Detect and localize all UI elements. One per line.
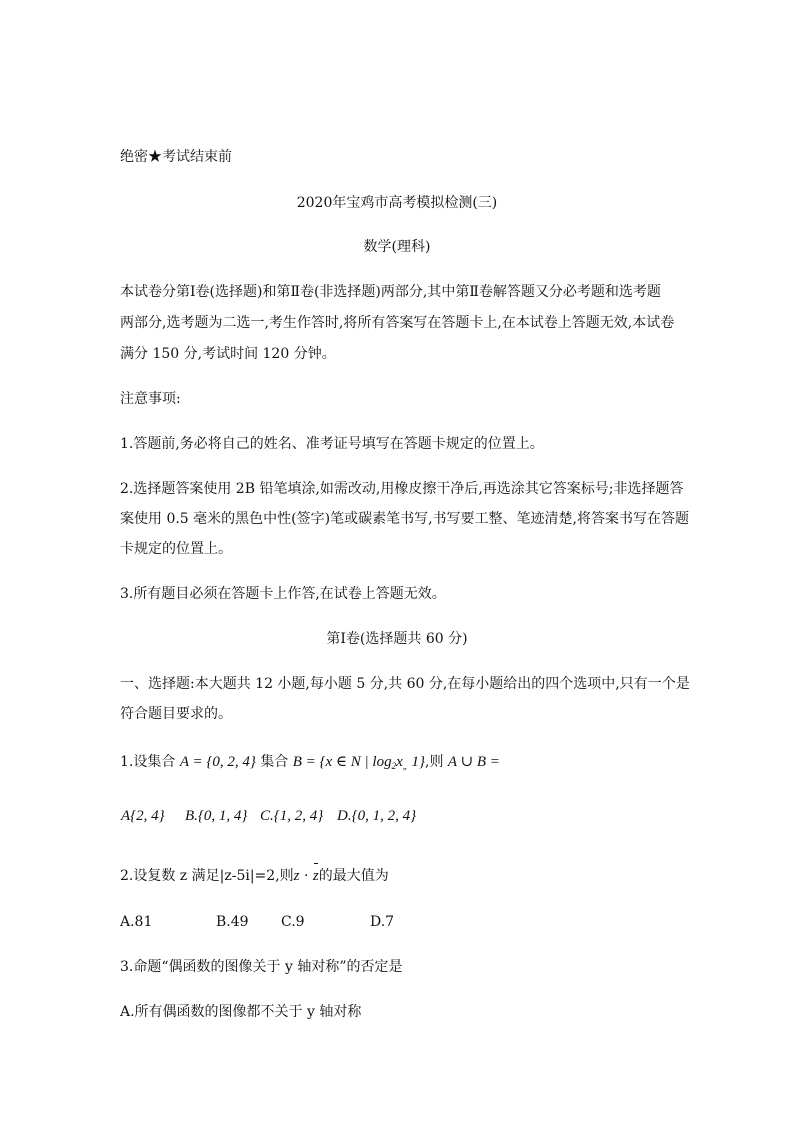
notice-item-3: 3.所有题目必须在答题卡上作答,在试卷上答题无效。 [120,586,446,602]
question-1-mid: 集合 [255,754,293,770]
question-3-stem: 3.命题“偶函数的图像关于 y 轴对称”的否定是 [120,959,403,975]
option-a: A{2, 4} [121,808,165,824]
question-1-prefix: 1.设集合 [120,754,180,770]
intro-line: 满分 150 分,考试时间 120 分钟。 [120,346,336,362]
notice-item-2-line: 2.选择题答案使用 2B 铅笔填涂,如需改动,用橡皮擦干净后,再选涂其它答案标号;非选择题答 [120,481,684,497]
part1-heading: 第Ⅰ卷(选择题共 60 分) [326,631,468,647]
z-symbol: z [293,868,300,884]
section-intro-line: 一、选择题:本大题共 12 小题,每小题 5 分,共 60 分,在每小题给出的四个选项中,只有一个是 [120,676,690,692]
log-base: 2 [391,761,397,771]
union-expression: A ∪ B = [447,754,500,770]
option-d: D.{0, 1, 2, 4} [337,808,417,824]
set-b-variable: x [396,754,403,770]
option-c: C.9 [281,914,305,930]
set-b-tail: 1} [407,754,426,770]
notice-item-2-line: 卡规定的位置上。 [120,541,232,557]
set-b-start: B = {x ∈ N | log [292,754,392,770]
notice-item-2-line: 案使用 0.5 毫米的黑色中性(签字)笔或碳素笔书写,书写要工整、笔迹清楚,将答案书写在答题 [120,511,689,527]
question-3-option-a: A.所有偶函数的图像都不关于 y 轴对称 [120,1004,362,1020]
subject-title: 数学(理科) [363,239,431,255]
confidential-label: 绝密★考试结束前 [120,149,232,165]
set-b-expression [293,754,425,770]
question-2-suffix: 的最大值为 [318,868,389,884]
question-2-stem [120,866,389,886]
question-1-stem [120,752,500,776]
set-a-expression: A = {0, 2, 4} [179,754,256,770]
intro-line: 两部分,选考题为二选一,考生作答时,将所有答案写在答题卡上,在本试卷上答题无效,本试卷 [120,315,675,331]
question-2-prefix: 2.设复数 z 满足|z-5i|=2,则 [120,868,294,884]
notice-heading: 注意事项: [120,391,181,407]
option-a: A.81 [120,914,153,930]
notice-item-1: 1.答题前,务必将自己的姓名、准考证号填写在答题卡规定的位置上。 [120,436,544,452]
dot-operator: · [299,868,313,884]
question-1-then: ,则 [425,754,448,770]
option-b: B.{0, 1, 4} [185,808,248,824]
intro-line: 本试卷分第Ⅰ卷(选择题)和第Ⅱ卷(非选择题)两部分,其中第Ⅱ卷解答题又分必考题和选考题 [120,284,661,300]
option-b: B.49 [216,914,249,930]
option-d: D.7 [370,914,395,930]
option-c: C.{1, 2, 4} [260,808,324,824]
z-conjugate-symbol: z [312,868,319,884]
leq-symbol: „ [402,761,408,771]
section-intro-line: 符合题目要求的。 [120,706,232,722]
exam-title: 2020年宝鸡市高考模拟检测(三) [296,195,498,211]
